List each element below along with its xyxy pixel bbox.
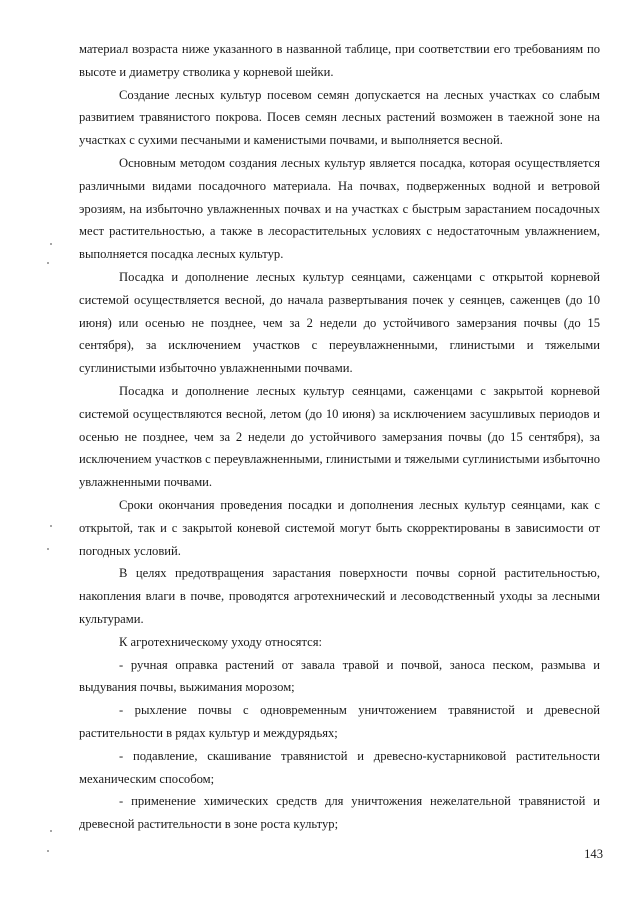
list-item: - ручная оправка растений от завала травой и почвой, заноса песком, размыва и выдувания почвы, выжимания морозом; bbox=[79, 657, 600, 695]
list-item: - рыхление почвы с одновременным уничтожением травянистой и древесной растительности в рядах культур и междурядьях; bbox=[79, 703, 600, 740]
paragraph: Посадка и дополнение лесных культур сеянцами, саженцами с закрытой корневой системой осуществляются весной, летом (до 10 июня) за исключением засушливых периодов и осенью не позднее, чем за 2 недели до устойчивого замерзания почвы (до 15 сентября), за исключением участков с переувлажненными, глинистыми и тяжелыми суглинистыми избыточно увлажненными почвами. bbox=[79, 383, 600, 490]
paragraph: Создание лесных культур посевом семян допускается на лесных участках со слабым развитием травянистого покрова. Посев семян лесных растений возможен в таежной зоне на участках с сухими песчаными и каменистыми почвами, и выполняется весной. bbox=[79, 87, 600, 148]
scan-speck bbox=[50, 525, 52, 527]
scan-speck bbox=[47, 262, 49, 264]
page-number: 143 bbox=[584, 847, 603, 861]
paragraph: Посадка и дополнение лесных культур сеянцами, саженцами с открытой корневой системой осуществляется весной, до начала развертывания почек у сеянцев, саженцев (до 10 июня) или осенью не позднее, чем за 2 недели до устойчивого замерзания почвы (до 15 сентября), за исключением участков с переувлажненными, глинистыми и тяжелыми суглинистыми избыточно увлажненными почвами. bbox=[79, 269, 600, 376]
scan-speck bbox=[47, 548, 49, 550]
list-item: - подавление, скашивание травянистой и древесно-кустарниковой растительности механическим способом; bbox=[79, 748, 600, 786]
scan-speck bbox=[50, 243, 52, 245]
scan-speck bbox=[50, 830, 52, 832]
paragraph: Основным методом создания лесных культур является посадка, которая осуществляется различными видами посадочного материала. На почвах, подверженных водной и ветровой эрозиям, на избыточно увлажненных почвах и на участках с быстрым зарастанием посадочных мест растительностью, а также в лесорастительных условиях с недостаточным увлажнением, выполняется посадка лесных культур. bbox=[79, 155, 600, 262]
body-text bbox=[79, 38, 600, 836]
paragraph: В целях предотвращения зарастания поверхности почвы сорной растительностью, накопления влаги в почве, проводятся агротехнический и лесоводственный уходы за лесными культурами. bbox=[79, 566, 600, 626]
paragraph: материал возраста ниже указанного в названной таблице, при соответствии его требованиям по высоте и диаметру стволика у корневой шейки. bbox=[79, 42, 600, 79]
list-item: - применение химических средств для уничтожения нежелательной травянистой и древесной растительности в зоне роста культур; bbox=[79, 794, 600, 832]
scan-speck bbox=[47, 850, 49, 852]
paragraph: Сроки окончания проведения посадки и дополнения лесных культур сеянцами, как с открытой, так и с закрытой коневой системой могут быть скорректированы в зависимости от погодных условий. bbox=[79, 497, 600, 558]
paragraph: К агротехническому уходу относятся: bbox=[119, 634, 323, 649]
